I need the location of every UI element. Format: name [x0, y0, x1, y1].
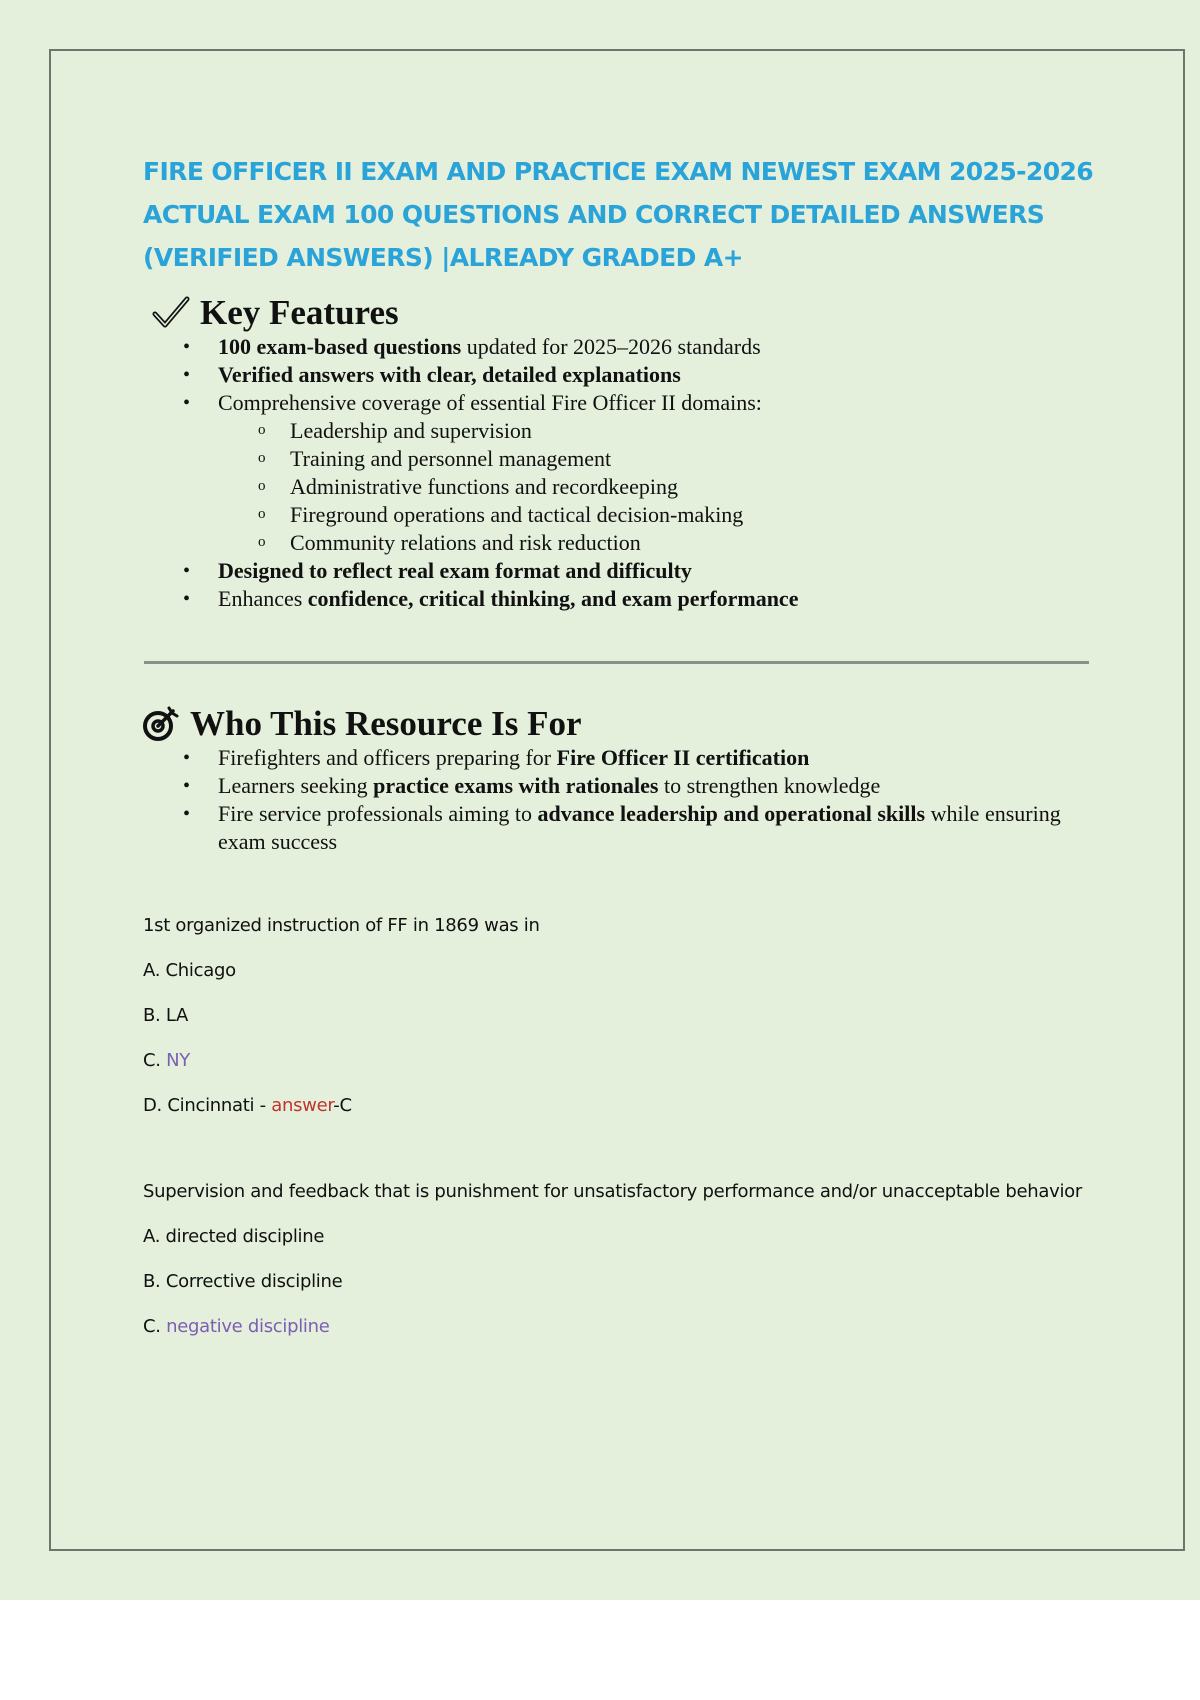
- text: while ensuring exam success: [218, 801, 1061, 854]
- who-heading: [142, 704, 1103, 744]
- sub-list-item: o Training and personnel management: [218, 445, 1103, 473]
- question-1: [143, 912, 1103, 1120]
- document-body: [143, 150, 1103, 1341]
- bold-text: confidence, critical thinking, and exam performance: [307, 586, 799, 611]
- check-mark-icon: [152, 296, 190, 330]
- bold-text: Verified answers with clear, detailed explanations: [218, 362, 681, 387]
- option-d: [143, 1092, 1103, 1120]
- option-a: A. directed discipline: [143, 1226, 325, 1247]
- question-stem: Supervision and feedback that is punishment for unsatisfactory performance and/or unacceptable behavior: [143, 1181, 1082, 1202]
- text: Comprehensive coverage of essential Fire Officer II domains:: [218, 390, 762, 415]
- option-a: A. Chicago: [143, 960, 236, 981]
- list-item: [143, 333, 1103, 361]
- domains-sublist: [218, 417, 1103, 557]
- text: Fire service professionals aiming to: [218, 801, 538, 826]
- option-b: B. Corrective discipline: [143, 1271, 343, 1292]
- bold-text: Designed to reflect real exam format and difficulty: [218, 558, 692, 583]
- list-item: [143, 389, 1103, 557]
- option-b: B. LA: [143, 1005, 189, 1026]
- key-features-list: [143, 333, 1103, 613]
- sub-list-item: o Community relations and risk reduction: [218, 529, 1103, 557]
- text: Firefighters and officers preparing for: [218, 745, 557, 770]
- question-stem: 1st organized instruction of FF in 1869 was in: [143, 915, 540, 936]
- horizontal-divider: [144, 661, 1089, 664]
- option-c: [143, 1313, 1103, 1341]
- title-line: FIRE OFFICER II EXAM AND PRACTICE EXAM NEWEST EXAM 2025-2026: [143, 157, 1094, 186]
- sub-list-item: o Administrative functions and recordkeeping: [218, 473, 1103, 501]
- sub-list-item: o Fireground operations and tactical decision-making: [218, 501, 1103, 529]
- text: to strengthen knowledge: [658, 773, 881, 798]
- bold-text: Fire Officer II certification: [556, 745, 810, 770]
- list-item: [143, 361, 1103, 389]
- correct-option-text: NY: [166, 1050, 190, 1071]
- bold-text: practice exams with rationales: [373, 773, 659, 798]
- option-c: [143, 1047, 1103, 1075]
- list-item: [143, 800, 1103, 856]
- option-prefix: C.: [143, 1050, 167, 1071]
- list-item: [143, 557, 1103, 585]
- audience-list: [143, 744, 1103, 856]
- document-title: [143, 150, 1103, 279]
- text: updated for 2025–2026 standards: [461, 334, 761, 359]
- key-features-title: Key Features: [200, 293, 399, 332]
- list-item: [143, 772, 1103, 800]
- bold-text: 100 exam-based questions: [218, 334, 462, 359]
- list-item: [143, 744, 1103, 772]
- option-prefix: C.: [143, 1316, 167, 1337]
- question-2: [143, 1178, 1103, 1341]
- list-item: [143, 585, 1103, 613]
- sub-list-item: o Leadership and supervision: [218, 417, 1103, 445]
- target-dart-icon: [142, 705, 180, 743]
- answer-label: answer: [271, 1095, 334, 1116]
- who-title: Who This Resource Is For: [190, 704, 582, 743]
- key-features-heading: [152, 293, 1103, 333]
- text: Learners seeking: [218, 773, 374, 798]
- text: Enhances: [218, 586, 308, 611]
- answer-value: -C: [333, 1095, 352, 1116]
- title-line: ACTUAL EXAM 100 QUESTIONS AND CORRECT DETAILED ANSWERS: [143, 200, 1045, 229]
- correct-option-text: negative discipline: [166, 1316, 330, 1337]
- title-line: (VERIFIED ANSWERS) |ALREADY GRADED A+: [143, 243, 743, 272]
- option-text: D. Cincinnati -: [143, 1095, 272, 1116]
- bold-text: advance leadership and operational skills: [537, 801, 926, 826]
